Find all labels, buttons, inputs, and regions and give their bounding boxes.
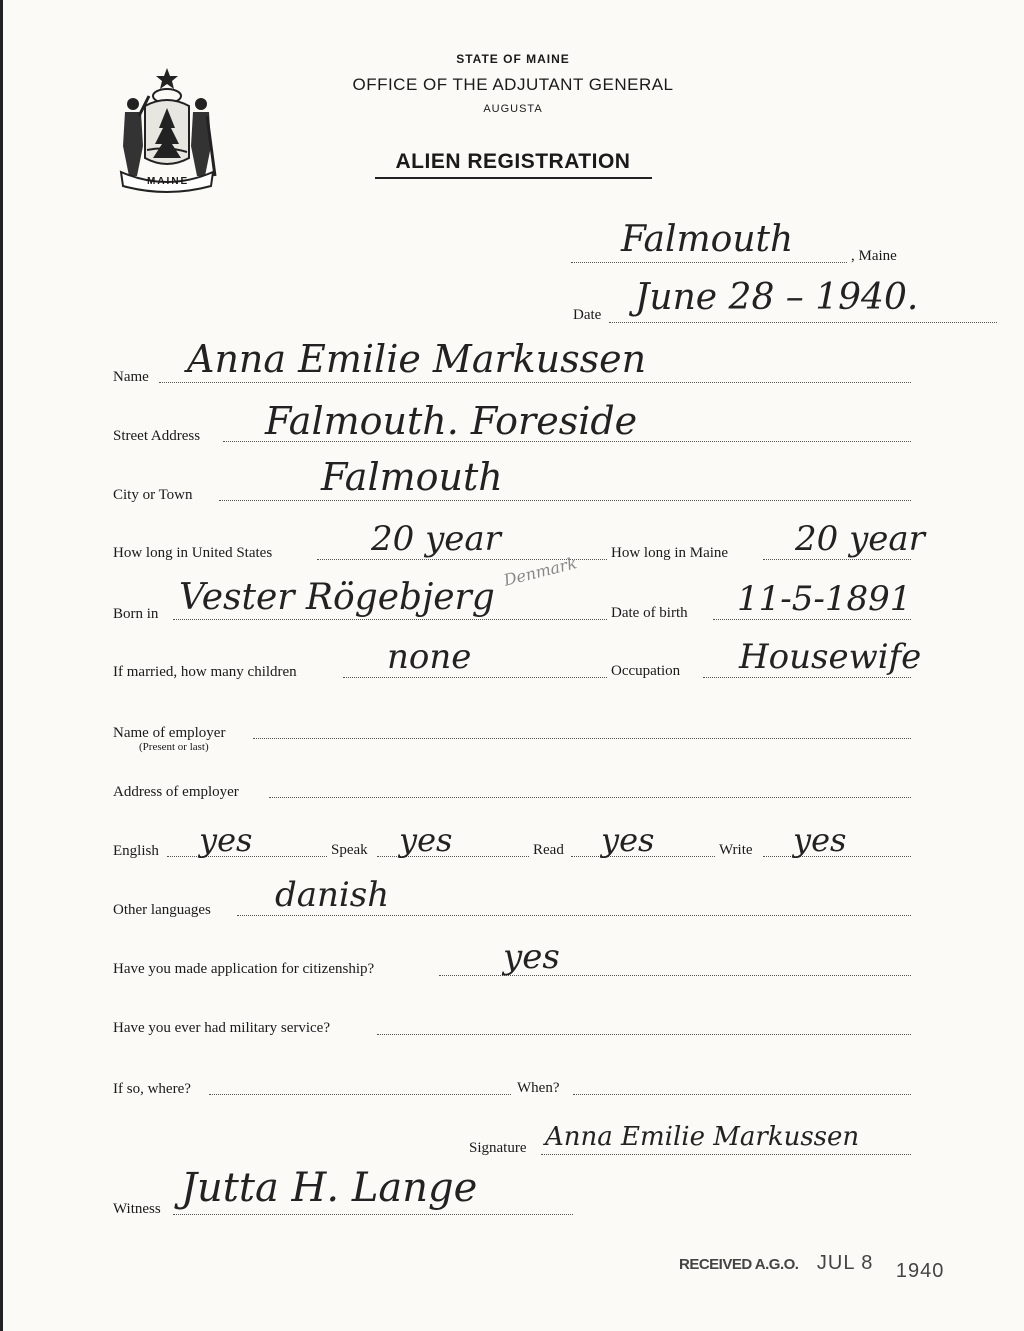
english-entry: yes xyxy=(199,821,253,859)
write-entry: yes xyxy=(793,821,847,859)
applicant-signature: Anna Emilie Markussen xyxy=(545,1122,860,1152)
stamp-date: JUL 8 xyxy=(816,1252,874,1274)
occupation-entry: Housewife xyxy=(739,637,922,677)
city-label: City or Town xyxy=(113,487,193,503)
military-label: Have you ever had military service? xyxy=(113,1020,330,1036)
occupation-label: Occupation xyxy=(611,663,681,679)
where-line xyxy=(209,1094,511,1095)
maine-line xyxy=(763,559,911,560)
name-entry: Anna Emilie Markussen xyxy=(187,337,647,381)
read-label: Read xyxy=(533,842,564,858)
born-note-entry: Denmark xyxy=(501,553,579,590)
occupation-line xyxy=(703,677,911,678)
witness-line xyxy=(173,1214,573,1215)
read-entry: yes xyxy=(601,821,655,859)
us-label: How long in United States xyxy=(113,545,273,561)
header-office: OFFICE OF THE ADJUTANT GENERAL xyxy=(352,75,674,94)
employer-note: (Present or last) xyxy=(139,741,209,753)
english-label: English xyxy=(113,843,159,859)
signature-label: Signature xyxy=(469,1140,527,1156)
header-city: AUGUSTA xyxy=(483,103,543,115)
date-entry: June 28 – 1940. xyxy=(635,277,919,318)
us-entry: 20 year xyxy=(371,519,501,559)
citizenship-label: Have you made application for citizenship? xyxy=(113,961,375,977)
date-line xyxy=(609,322,997,323)
received-stamp xyxy=(679,1252,945,1282)
header-state: STATE OF MAINE xyxy=(456,52,570,66)
dob-line xyxy=(713,619,911,620)
children-label: If married, how many children xyxy=(113,664,297,680)
town-line xyxy=(571,262,847,263)
employer-address-label: Address of employer xyxy=(113,784,239,800)
where-label: If so, where? xyxy=(113,1081,191,1097)
town-entry: Falmouth xyxy=(621,219,794,260)
seal-banner-text: MAINE xyxy=(147,176,190,187)
speak-label: Speak xyxy=(331,842,368,858)
other-languages-entry: danish xyxy=(275,875,390,915)
city-entry: Falmouth xyxy=(321,455,503,499)
witness-signature: Jutta H. Lange xyxy=(181,1165,478,1211)
maine-label: How long in Maine xyxy=(611,545,729,561)
born-label: Born in xyxy=(113,606,159,622)
street-entry: Falmouth. Foreside xyxy=(265,399,638,443)
other-languages-label: Other languages xyxy=(113,902,211,918)
maine-entry: 20 year xyxy=(795,519,925,559)
city-line xyxy=(219,500,911,501)
employer-address-line xyxy=(269,797,911,798)
born-line xyxy=(173,619,607,620)
children-entry: none xyxy=(387,637,472,677)
stamp-text: RECEIVED A.G.O. xyxy=(679,1256,799,1273)
other-languages-line xyxy=(237,915,911,916)
speak-entry: yes xyxy=(399,821,453,859)
street-label: Street Address xyxy=(113,428,201,444)
born-entry: Vester Rögebjerg xyxy=(179,577,495,618)
when-label: When? xyxy=(517,1080,560,1096)
write-label: Write xyxy=(719,842,753,858)
title-underline xyxy=(375,177,652,179)
dob-label: Date of birth xyxy=(611,605,688,621)
signature-line xyxy=(541,1154,911,1155)
dob-entry: 11-5-1891 xyxy=(737,579,912,619)
form-title: ALIEN REGISTRATION xyxy=(395,150,631,173)
name-label: Name xyxy=(113,369,149,385)
name-line xyxy=(159,382,911,383)
stamp-year: 1940 xyxy=(895,1260,945,1282)
date-label: Date xyxy=(573,307,602,323)
citizenship-entry: yes xyxy=(503,937,560,977)
employer-label: Name of employer xyxy=(113,725,226,741)
witness-label: Witness xyxy=(113,1201,161,1217)
town-suffix-label: , Maine xyxy=(851,248,897,264)
military-line xyxy=(377,1034,911,1035)
employer-line xyxy=(253,738,911,739)
children-line xyxy=(343,677,607,678)
when-line xyxy=(573,1094,911,1095)
